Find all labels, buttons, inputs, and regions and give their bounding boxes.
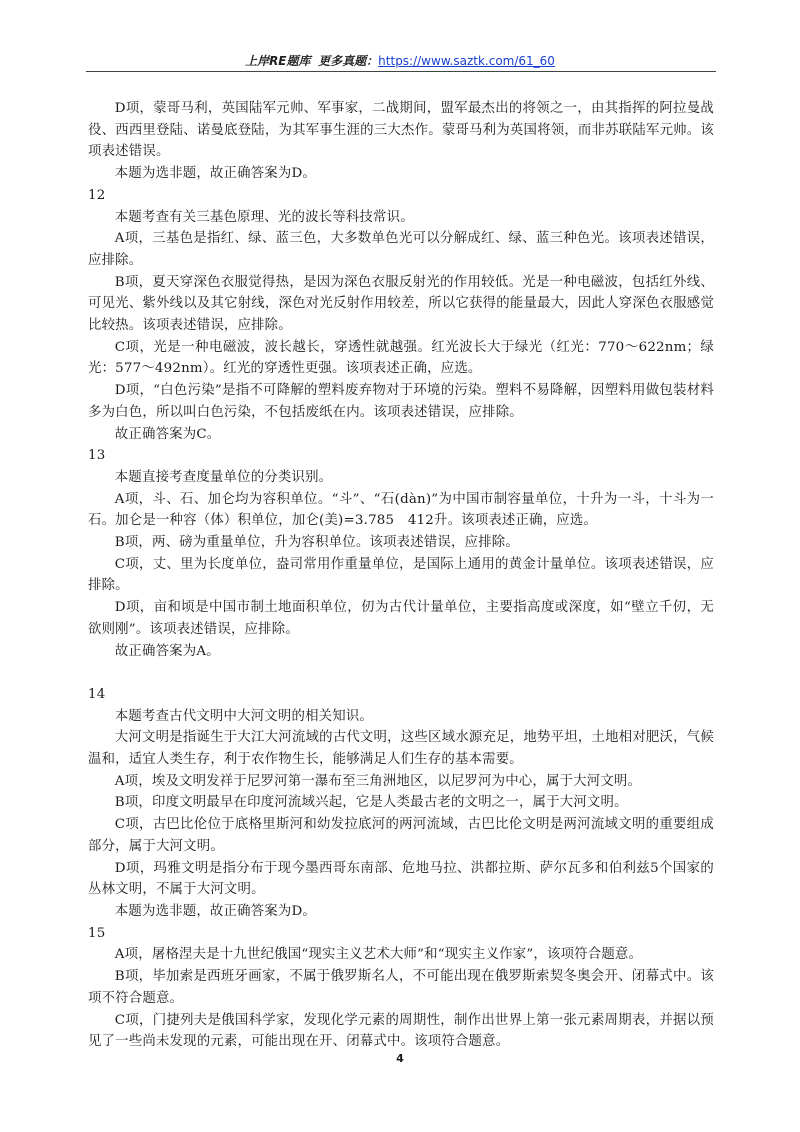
paragraph: A项，三基色是指红、绿、蓝三色，大多数单色光可以分解成红、绿、蓝三种色光。该项表述错误，应排除。	[88, 231, 714, 268]
paragraph: A项，屠格涅夫是十九世纪俄国“现实主义艺术大师”和“现实主义作家”，该项符合题意。	[114, 947, 643, 963]
paragraph: B项，两、磅为重量单位，升为容积单位。该项表述错误，应排除。	[114, 535, 519, 551]
paragraph: B项，夏天穿深色衣服觉得热，是因为深色衣服反射光的作用较低。光是一种电磁波，包括红外线、可见光、紫外线以及其它射线，深色对光反射作用较差，所以它获得的能量最大，因此人穿深色衣服感觉比较热。该项表述错误，应排除。	[88, 274, 714, 334]
paragraph: C项，门捷列夫是俄国科学家，发现化学元素的周期性，制作出世界上第一张元素周期表，并据以预见了一些尚未发现的元素，可能出现在开、闭幕式中。该项符合题意。	[88, 1012, 714, 1050]
header-link[interactable]: https://www.saztk.com/61_60	[378, 54, 555, 68]
header-divider	[86, 71, 716, 72]
paragraph: C项，古巴比伦位于底格里斯河和幼发拉底河的两河流域，古巴比伦文明是两河流域文明的重要组成部分，属于大河文明。	[88, 817, 714, 854]
header-label: 更多真题：	[318, 54, 379, 68]
header-site-name: 上岸RE题库	[245, 54, 311, 68]
question-number: 12	[88, 187, 106, 203]
paragraph: B项，毕加索是西班牙画家，不属于俄罗斯名人，不可能出现在俄罗斯索契冬奥会开、闭幕式中。该项不符合题意。	[88, 969, 714, 1006]
paragraph: A项，埃及文明发祥于尼罗河第一瀑布至三角洲地区，以尼罗河为中心，属于大河文明。	[114, 773, 642, 789]
question-number: 14	[88, 686, 106, 702]
paragraph: 本题考查有关三基色原理、光的波长等科技常识。	[114, 209, 414, 225]
paragraph: 本题为选非题，故正确答案为D。	[114, 166, 317, 182]
paragraph: D项，玛雅文明是指分布于现今墨西哥东南部、危地马拉、洪都拉斯、萨尔瓦多和伯利兹5个国家的丛林文明，不属于大河文明。	[88, 860, 714, 898]
paragraph: 本题考查古代文明中大河文明的相关知识。	[114, 708, 374, 724]
page-header	[0, 52, 800, 69]
paragraph: 故正确答案为A。	[114, 643, 220, 659]
paragraph: D项，亩和顷是中国市制土地面积单位，仞为古代计量单位，主要指高度或深度，如“壁立千仞，无欲则刚”。该项表述错误，应排除。	[88, 600, 714, 637]
header-separator	[311, 54, 319, 68]
page-number: 4	[396, 1052, 404, 1065]
paragraph: C项，丈、里为长度单位，盎司常用作重量单位，是国际上通用的黄金计量单位。该项表述错误，应排除。	[88, 556, 714, 594]
paragraph: B项，印度文明最早在印度河流域兴起，它是人类最古老的文明之一，属于大河文明。	[114, 795, 628, 811]
question-number: 15	[88, 925, 106, 941]
blank-line	[88, 662, 714, 684]
paragraph: 本题直接考查度量单位的分类识别。	[114, 469, 333, 485]
paragraph: A项，斗、石、加仑均为容积单位。“斗”、“石(dàn)”为中国市制容量单位，十升为一斗，十斗为一石。加仑是一种容（体）积单位，加仑(美)=3.785 412升。该项表述正确，应选。	[88, 491, 714, 529]
paragraph: C项，光是一种电磁波，波长越长，穿透性就越强。红光波长大于绿光（红光：770～622nm；绿光：577～492nm）。红光的穿透性更强。该项表述正确，应选。	[88, 339, 714, 377]
paragraph: D项，蒙哥马利，英国陆军元帅、军事家，二战期间，盟军最杰出的将领之一，由其指挥的阿拉曼战役、西西里登陆、诺曼底登陆，为其军事生涯的三大杰作。蒙哥马利为英国将领，而非苏联陆军元帅。该项表述错误。	[88, 101, 714, 160]
paragraph: 大河文明是指诞生于大江大河流域的古代文明，这些区域水源充足，地势平坦，土地相对肥沃，气候温和，适宜人类生存，利于农作物生长，能够满足人们生存的基本需要。	[88, 730, 714, 768]
question-number: 13	[88, 448, 106, 464]
document-body	[88, 98, 714, 1053]
paragraph: 故正确答案为C。	[114, 426, 221, 442]
paragraph: 本题为选非题，故正确答案为D。	[114, 904, 317, 919]
paragraph: D项，“白色污染”是指不可降解的塑料废弃物对于环境的污染。塑料不易降解，因塑料用做包装材料多为白色，所以叫白色污染，不包括废纸在内。该项表述错误，应排除。	[88, 383, 714, 420]
